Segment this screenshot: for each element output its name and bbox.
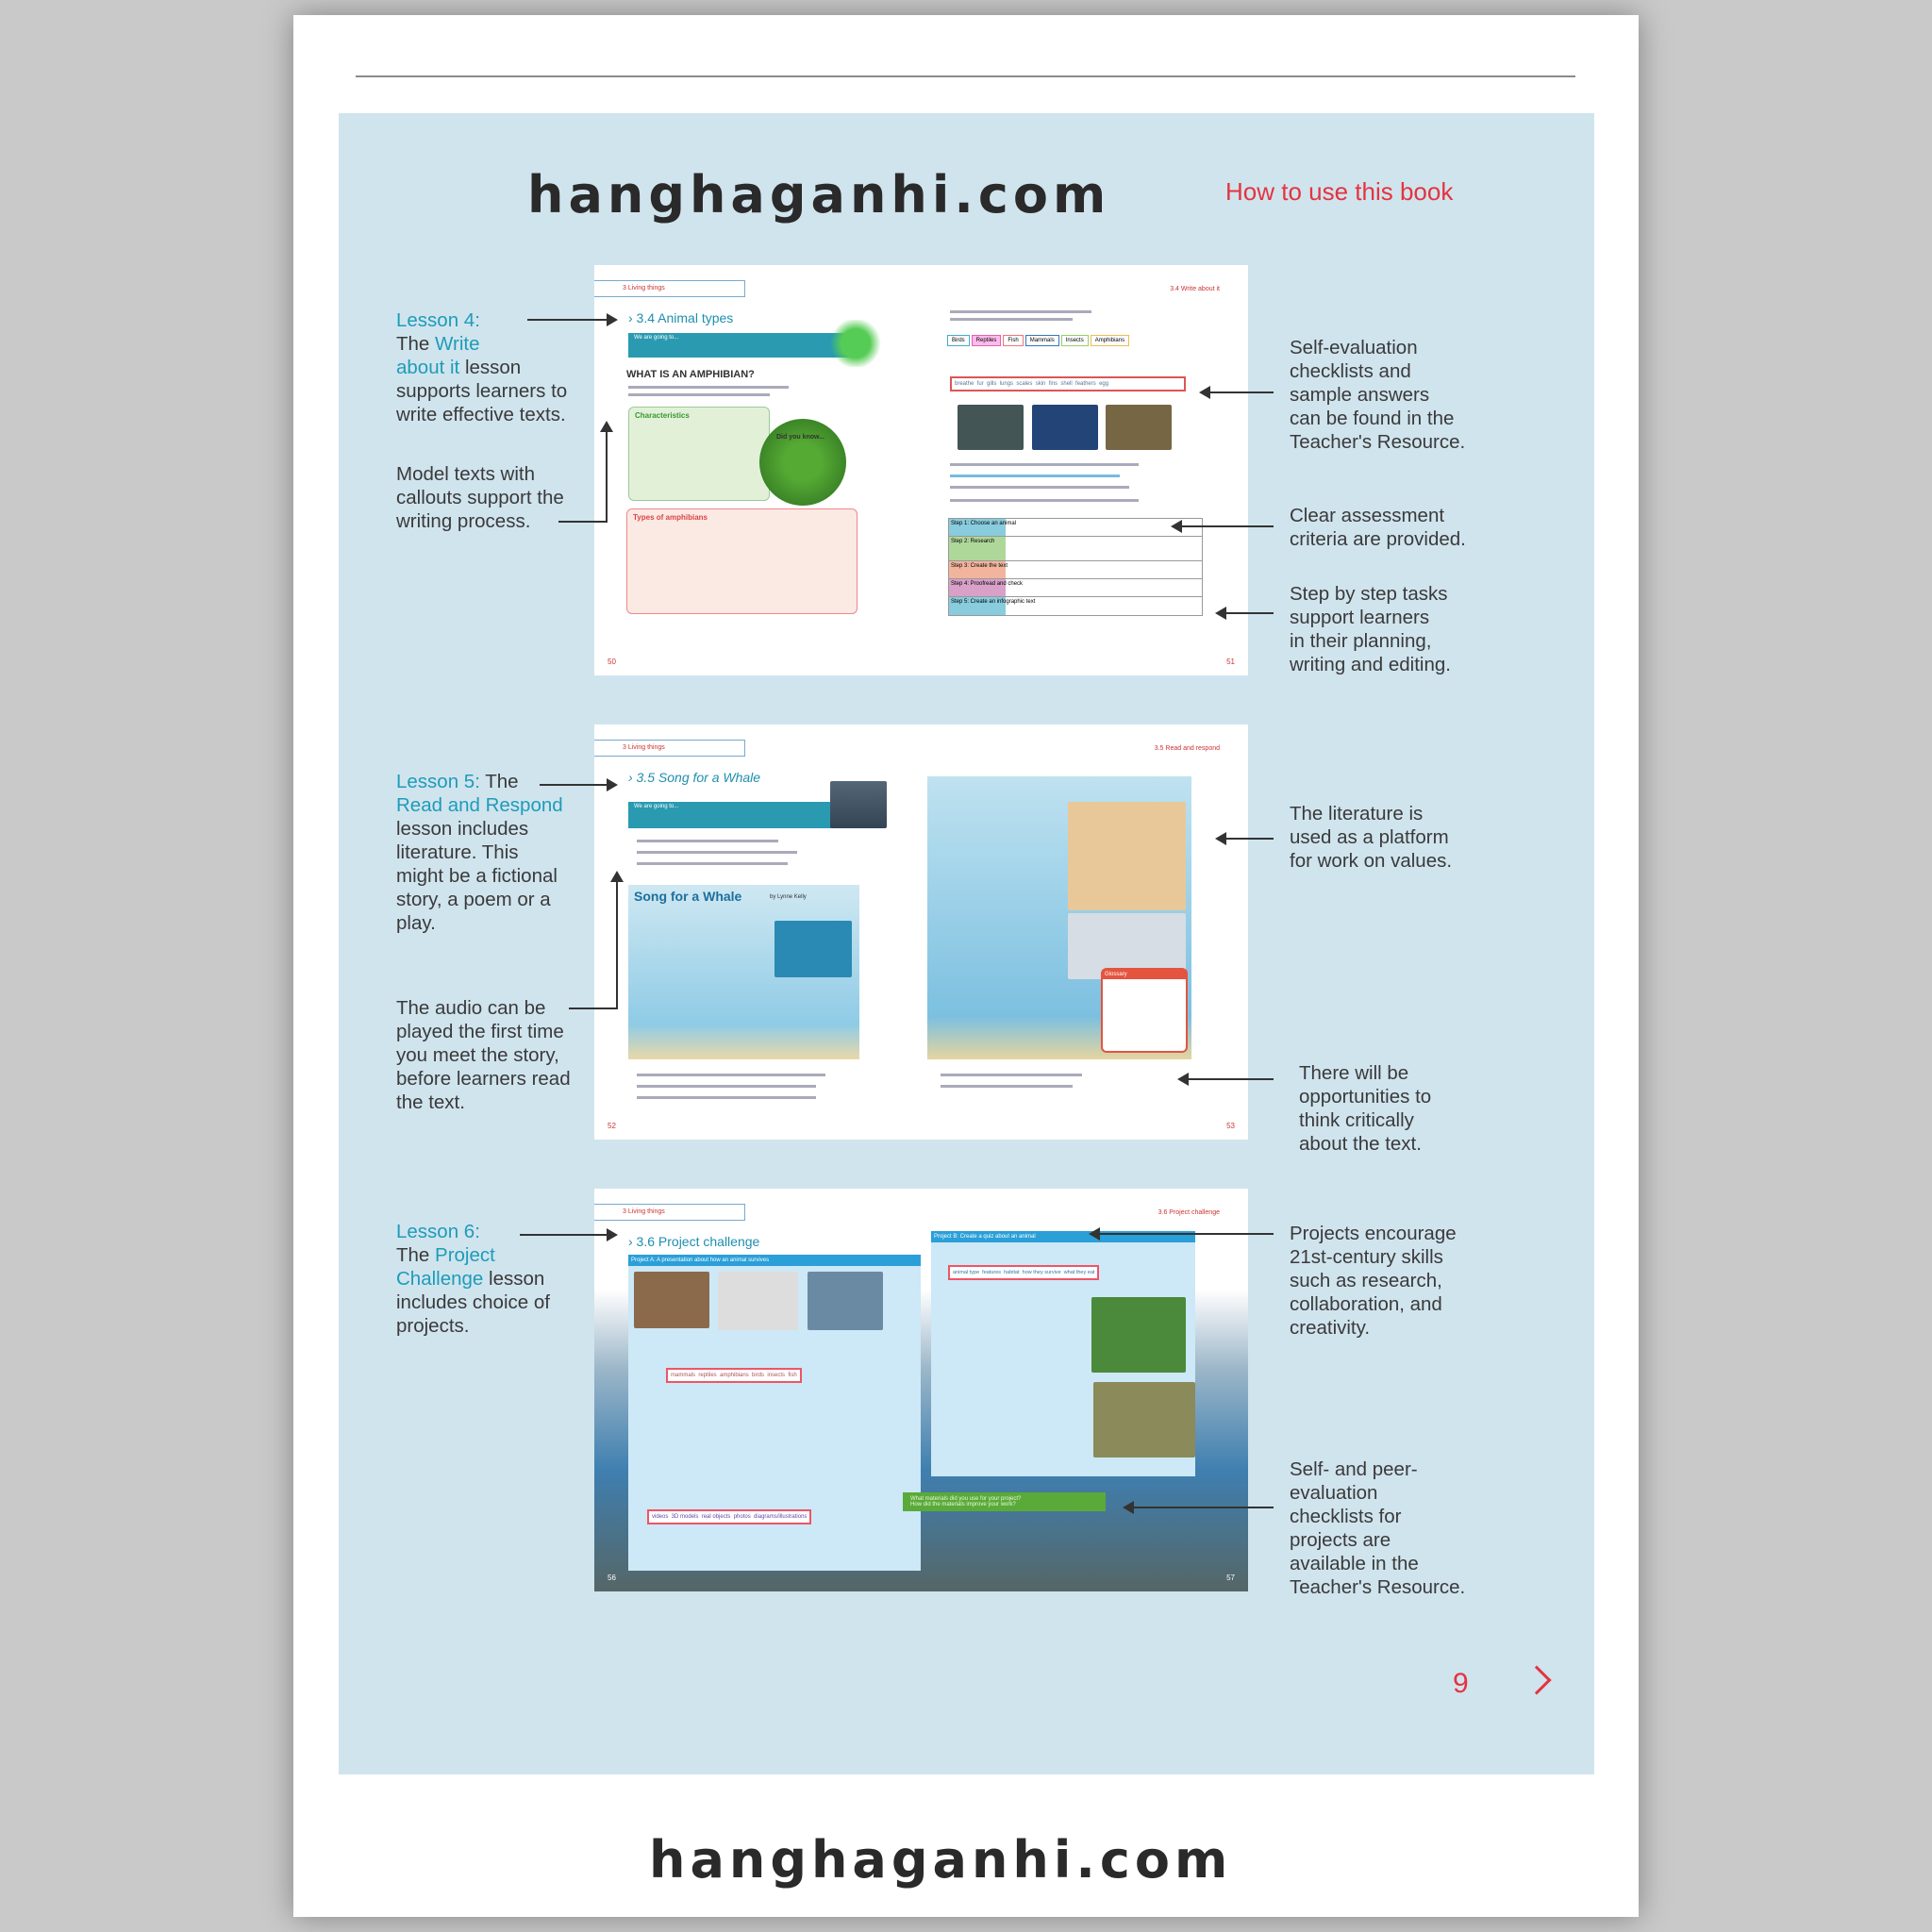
goal-text: We are going to... <box>634 804 679 809</box>
lesson-name: Read and Respond <box>396 794 563 816</box>
animal-type-chips <box>946 329 1201 347</box>
dyk-title: Did you know... <box>776 434 825 441</box>
chip: Mammals <box>1025 335 1059 346</box>
arrow-model-texts <box>558 521 608 523</box>
lesson-label: Lesson 4: <box>396 309 480 331</box>
quiz-topics-box: animal type features habitat how they survive what they eat <box>948 1265 1099 1280</box>
story-title: Song for a Whale <box>634 889 742 904</box>
page-57 <box>910 1189 1248 1591</box>
lesson-label: Lesson 6: <box>396 1221 480 1242</box>
story-box <box>628 885 859 1059</box>
note-projects: Projects encourage 21st-century skills such as research, collaboration, and creativity. <box>1290 1223 1457 1339</box>
arrow-self-evaluation <box>1201 391 1274 393</box>
section-label: 3.4 Write about it <box>1170 286 1220 292</box>
note-step-tasks: Step by step tasks support learners in their planning, writing and editing. <box>1290 583 1451 675</box>
reflection-banner: What materials did you use for your project? How did the materials improve your work? <box>903 1492 1106 1511</box>
spread-lesson-5 <box>594 724 1248 1140</box>
note-model-texts: Model texts with callouts support the writing process. <box>396 463 564 532</box>
box-title: Characteristics <box>635 411 690 420</box>
eagle-photo <box>808 1272 883 1330</box>
chip: Birds <box>947 335 970 346</box>
boy-illustration <box>1068 802 1186 910</box>
note-lesson-5 <box>396 770 563 935</box>
page-number: 52 <box>608 1122 616 1130</box>
project-a-box <box>628 1255 921 1571</box>
note-literature: The literature is used as a platform for work on values. <box>1290 803 1453 872</box>
note-text: lesson includes literature. This might be a fictional story, a poem or a play. <box>396 818 558 934</box>
arrow-assessment <box>1173 525 1274 527</box>
animal-groups-box: mammals reptiles amphibians birds insects fish <box>666 1368 802 1383</box>
arrow-audio-up <box>616 874 618 1009</box>
step-row: Step 2: Research <box>949 537 1202 561</box>
lesson-name: Project Challenge <box>396 1244 495 1290</box>
whale-illustration <box>774 921 852 977</box>
note-text: The <box>396 333 430 355</box>
arrow-step-tasks <box>1217 612 1274 614</box>
page-52 <box>594 724 921 1140</box>
spread-lesson-4 <box>594 265 1248 675</box>
page-number: 50 <box>608 658 616 666</box>
arrow-literature <box>1217 838 1274 840</box>
unit-tab: 3 Living things <box>594 740 745 757</box>
project-b-box <box>931 1231 1195 1476</box>
note-text: lesson supports learners to write effective texts. <box>396 357 568 425</box>
chip: Amphibians <box>1091 335 1129 346</box>
arrow-lesson-5 <box>540 784 616 786</box>
lesson-title: › 3.6 Project challenge <box>628 1234 760 1249</box>
arrow-critical-thinking <box>1179 1078 1274 1080</box>
note-audio: The audio can be played the first time you meet the story, before learners read the text. <box>396 997 571 1113</box>
page-50 <box>594 265 921 675</box>
note-text: The <box>396 1244 430 1266</box>
box-title: Types of amphibians <box>633 513 708 522</box>
arrow-model-texts-up <box>606 425 608 523</box>
giraffe-photo <box>1093 1382 1195 1457</box>
photo-c <box>1106 405 1172 450</box>
whale-photo <box>830 781 887 828</box>
amphibian-heading: WHAT IS AN AMPHIBIAN? <box>626 369 755 380</box>
did-you-know-circle <box>759 419 846 506</box>
note-critical-thinking: There will be opportunities to think critically about the text. <box>1299 1062 1432 1155</box>
section-title: How to use this book <box>1225 177 1454 206</box>
project-a-title: Project A: A presentation about how an animal survives <box>628 1255 921 1266</box>
step-row: Step 5: Create an infographic text <box>949 597 1202 615</box>
watermark-bottom: hanghaganhi.com <box>649 1830 1233 1890</box>
project-b-title: Project B: Create a quiz about an animal <box>931 1231 1195 1242</box>
steps-table <box>948 518 1203 616</box>
glossary-box <box>1101 968 1188 1053</box>
watermark-top: hanghaganhi.com <box>527 165 1111 225</box>
page-number: 53 <box>1226 1122 1235 1130</box>
toad-photo <box>634 1272 709 1328</box>
goal-box <box>628 802 845 828</box>
note-lesson-6 <box>396 1220 550 1338</box>
goal-box <box>628 333 855 358</box>
lesson-label: Lesson 5: <box>396 771 480 792</box>
note-assessment: Clear assessment criteria are provided. <box>1290 505 1466 550</box>
lesson-title: › 3.5 Song for a Whale <box>628 770 761 785</box>
note-peer-evaluation: Self- and peer- evaluation checklists for projects are available in the Teacher's Resource. <box>1290 1458 1466 1598</box>
page-number: 51 <box>1226 658 1235 666</box>
chip: Insects <box>1061 335 1089 346</box>
unit-tab: 3 Living things <box>594 280 745 297</box>
vocabulary-box: breathe fur gills lungs scales skin fins shell feathers egg <box>950 376 1186 391</box>
spread-lesson-6 <box>594 1189 1248 1591</box>
chip: Reptiles <box>972 335 1002 346</box>
photo-b <box>1032 405 1098 450</box>
step-row: Step 4: Proofread and check <box>949 579 1202 597</box>
arrow-lesson-6 <box>520 1234 616 1236</box>
arrow-peer-evaluation <box>1124 1507 1274 1508</box>
page-56 <box>594 1189 921 1591</box>
types-box <box>626 508 858 614</box>
story-author: by Lynne Kelly <box>770 894 807 900</box>
photo-a <box>958 405 1024 450</box>
arrow-lesson-4 <box>527 319 616 321</box>
section-label: 3.5 Read and respond <box>1154 745 1220 752</box>
note-text: lesson includes choice of projects. <box>396 1268 550 1337</box>
tree-frog-photo <box>1091 1297 1186 1373</box>
note-self-evaluation: Self-evaluation checklists and sample answers can be found in the Teacher's Resource. <box>1290 337 1466 453</box>
arrow-audio <box>569 1008 618 1009</box>
unit-tab: 3 Living things <box>594 1204 745 1221</box>
goal-text: We are going to... <box>634 335 679 341</box>
page-number: 56 <box>608 1574 616 1582</box>
glossary-title: Glossary <box>1103 970 1186 979</box>
arrow-projects <box>1091 1233 1274 1235</box>
page-51 <box>922 265 1248 675</box>
note-lesson-4 <box>396 308 567 426</box>
polar-bear-photo <box>718 1272 798 1330</box>
lesson-title: › 3.4 Animal types <box>628 310 734 325</box>
step-row: Step 1: Choose an animal <box>949 519 1202 537</box>
page-53 <box>922 724 1248 1140</box>
characteristics-box <box>628 407 770 501</box>
step-row: Step 3: Create the text <box>949 561 1202 579</box>
frog-image <box>828 320 883 367</box>
page-number: 9 <box>1453 1668 1469 1699</box>
chip: Fish <box>1003 335 1023 346</box>
page-number: 57 <box>1226 1574 1235 1582</box>
section-label: 3.6 Project challenge <box>1158 1209 1220 1216</box>
note-text: The <box>485 771 519 792</box>
header-rule <box>356 75 1575 77</box>
lesson-name: Write about it <box>396 333 480 378</box>
visuals-box: videos 3D models real objects photos diagrams/illustrations <box>647 1509 811 1524</box>
